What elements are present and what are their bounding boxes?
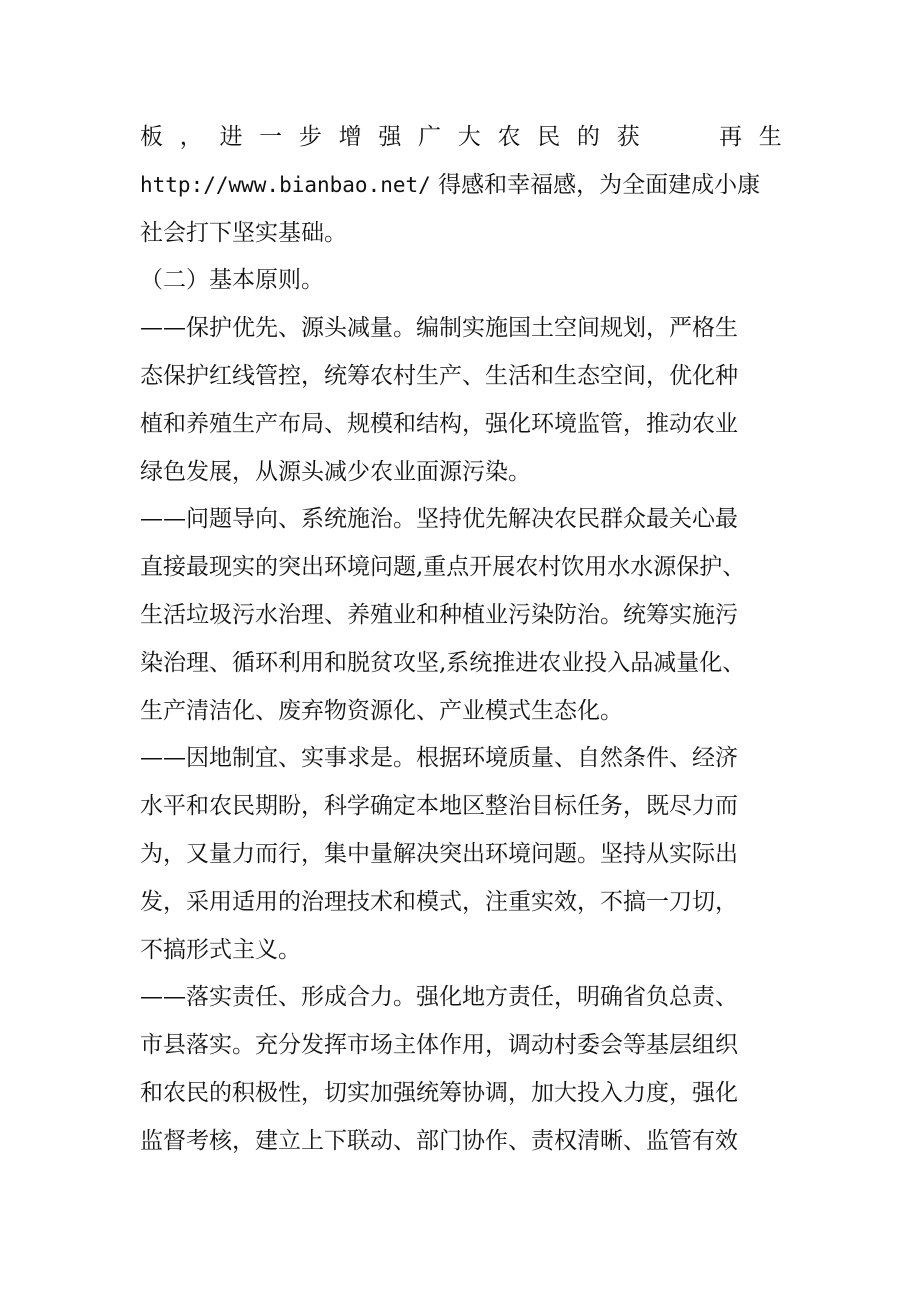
char: 大 bbox=[457, 124, 481, 150]
char: 步 bbox=[298, 124, 322, 150]
text-line: ——保护优先、源头减量。编制实施国土空间规划，严格生 bbox=[140, 315, 738, 342]
text-line-1 bbox=[140, 114, 782, 162]
char: 广 bbox=[418, 124, 442, 150]
text-line: 直接最现实的突出环境问题,重点开展农村饮用水水源保护、 bbox=[140, 554, 746, 581]
text-line: 和农民的积极性，切实加强统筹协调，加大投入力度，强化 bbox=[140, 1079, 738, 1106]
text-line: 态保护红线管控，统筹农村生产、生活和生态空间，优化种 bbox=[140, 362, 738, 389]
char: 再 bbox=[719, 124, 743, 150]
text-line: 绿色发展，从源头减少农业面源污染。 bbox=[140, 458, 531, 485]
char: 进 bbox=[219, 124, 243, 150]
char: 增 bbox=[338, 124, 362, 150]
char: 生 bbox=[758, 124, 782, 150]
document-body bbox=[140, 114, 782, 1166]
text-line: 染治理、循环利用和脱贫攻坚,系统推进农业投入品减量化、 bbox=[140, 649, 746, 676]
text-line: ——因地制宜、实事求是。根据环境质量、自然条件、经济 bbox=[140, 745, 738, 772]
text-line: 发，采用适用的治理技术和模式，注重实效，不搞一刀切， bbox=[140, 888, 738, 915]
char: 一 bbox=[259, 124, 283, 150]
text-line: 市县落实。充分发挥市场主体作用，调动村委会等基层组织 bbox=[140, 1032, 738, 1059]
char: 的 bbox=[576, 124, 600, 150]
section-heading: （二）基本原则。 bbox=[140, 267, 324, 294]
text-line: 水平和农民期盼，科学确定本地区整治目标任务，既尽力而 bbox=[140, 793, 738, 820]
text-line: 生产清洁化、废弃物资源化、产业模式生态化。 bbox=[140, 697, 623, 724]
text-segment: 得感和幸福感，为全面建成小康 bbox=[430, 171, 761, 198]
text-line: 生活垃圾污水治理、养殖业和种植业污染防治。统筹实施污 bbox=[140, 601, 738, 628]
text-line: 社会打下坚实基础。 bbox=[140, 219, 347, 246]
char: 强 bbox=[378, 124, 402, 150]
char: 农 bbox=[497, 124, 521, 150]
text-line: ——落实责任、形成合力。强化地方责任，明确省负总责、 bbox=[140, 984, 738, 1011]
text-line: ——问题导向、系统施治。坚持优先解决农民群众最关心最 bbox=[140, 506, 738, 533]
text-line-2 bbox=[140, 162, 782, 210]
char: 民 bbox=[537, 124, 561, 150]
spacer bbox=[656, 114, 702, 162]
text-line: 为，又量力而行，集中量解决突出环境问题。坚持从实际出 bbox=[140, 840, 738, 867]
watermark-url: http://www.bianbao.net/ bbox=[140, 172, 431, 197]
char: 获 bbox=[616, 124, 640, 150]
text-line: 不搞形式主义。 bbox=[140, 936, 301, 963]
text-line: 监督考核，建立上下联动、部门协作、责权清晰、监管有效 bbox=[140, 1127, 738, 1154]
char: 板 bbox=[140, 124, 163, 150]
text-line: 植和养殖生产布局、规模和结构，强化环境监管，推动农业 bbox=[140, 410, 738, 437]
char: ， bbox=[179, 124, 203, 150]
